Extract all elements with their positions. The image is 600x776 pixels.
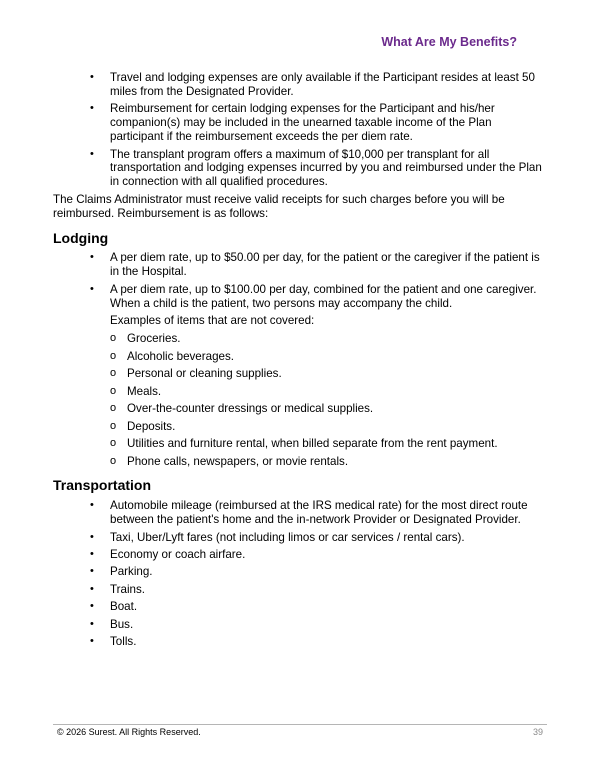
list-item: • Travel and lodging expenses are only available if the Participant resides at least 50 miles from the Designated Provider. [53, 71, 545, 99]
list-item: • Economy or coach airfare. [53, 548, 545, 562]
footer-divider [53, 724, 547, 725]
claims-paragraph: The Claims Administrator must receive valid receipts for such charges before you will be reimbursed. Reimbursement is as follows: [53, 192, 505, 220]
list-item: • Boat. [53, 600, 545, 614]
page-number: 39 [532, 727, 543, 737]
list-item: • Trains. [53, 583, 545, 597]
page-content [53, 71, 545, 652]
list-item: o Alcoholic beverages. [53, 350, 545, 364]
list-item: • Tolls. [53, 635, 545, 649]
list-item: • Reimbursement for certain lodging expenses for the Participant and his/her companion(s) may be included in the unearned taxable income of the Plan participant if the reimbursement exceeds the per diem rate. [53, 102, 545, 144]
not-covered-list [53, 332, 545, 468]
list-item: • The transplant program offers a maximum of $10,000 per transplant for all transportation and lodging expenses incurred by you and reimbursed under the Plan in connection with all qualified procedures. [53, 148, 545, 190]
list-item: o Over-the-counter dressings or medical supplies. [53, 402, 545, 416]
lodging-heading: Lodging [53, 229, 109, 246]
list-item: • Parking. [53, 565, 545, 579]
transportation-heading: Transportation [53, 477, 152, 494]
list-item: • Taxi, Uber/Lyft fares (not including limos or car services / rental cars). [53, 531, 545, 545]
list-item: • A per diem rate, up to $50.00 per day, for the patient or the caregiver if the patient is in the Hospital. [53, 251, 545, 279]
list-item: o Groceries. [53, 332, 545, 346]
list-item: o Utilities and furniture rental, when billed separate from the rent payment. [53, 437, 545, 451]
page-header-title: What Are My Benefits? [381, 35, 517, 49]
list-item: o Phone calls, newspapers, or movie rentals. [53, 455, 545, 469]
intro-bullet-list [53, 71, 545, 189]
list-item: o Meals. [53, 385, 545, 399]
list-item: o Personal or cleaning supplies. [53, 367, 545, 381]
lodging-bullet-list [53, 251, 545, 310]
footer-copyright: © 2026 Surest. All Rights Reserved. [57, 727, 201, 737]
transportation-bullet-list [53, 499, 545, 649]
list-item: • Bus. [53, 618, 545, 632]
list-item: • A per diem rate, up to $100.00 per day, combined for the patient and one caregiver. When a child is the patient, two persons may accompany the child. [53, 283, 545, 311]
list-item: o Deposits. [53, 420, 545, 434]
list-item: • Automobile mileage (reimbursed at the IRS medical rate) for the most direct route between the patient's home and the in-network Provider or Designated Provider. [53, 499, 545, 527]
examples-intro: Examples of items that are not covered: [110, 314, 315, 328]
